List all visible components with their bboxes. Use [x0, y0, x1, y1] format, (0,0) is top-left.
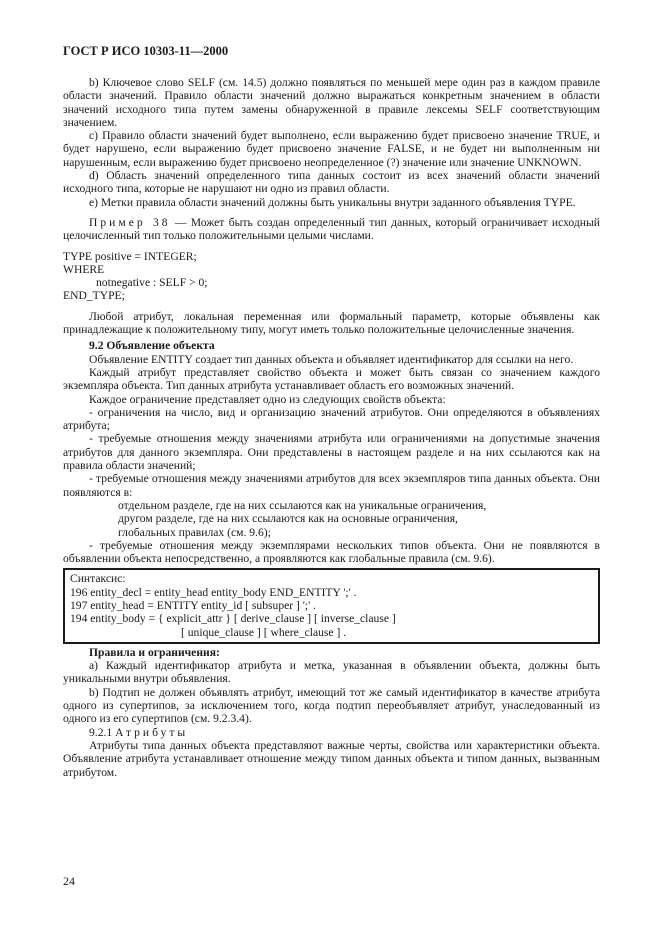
code-line: TYPE positive = INTEGER; [63, 249, 197, 263]
section-title: Атрибуты [115, 725, 189, 739]
code-line: WHERE [63, 262, 105, 276]
example-label: Пример 38 [89, 215, 171, 229]
paragraph-b-self: b) Ключевое слово SELF (см. 14.5) должно появляться по меньшей мере один раз в каждом правиле области значений. Правило области значений должно выражаться конкретным значением в области значений исходного типа путем замены обнаруженной в правиле лексемы SELF соответствующим значением. [63, 76, 600, 129]
rule-b: b) Подтип не должен объявлять атрибут, имеющий тот же самый идентификатор в качестве атрибута одного из супертипов, за исключением того, когда подтип переобъявляет атрибут, унаследованный из одного из его супертипов (см. 9.2.3.4). [63, 685, 600, 726]
constraint-item: - требуемые отношения между значениями атрибута или ограничениями на допустимые значения атрибутов для данного экземпляра. Они представлены в настоящем разделе и на них ссылаются как на правила области значений; [63, 432, 600, 473]
constraint-subitem: другом разделе, где на них ссылаются как на основные ограничения, [118, 512, 458, 526]
section-9-2-p1: Объявление ENTITY создает тип данных объекта и объявляет идентификатор для ссылки на него. [89, 352, 574, 366]
section-9-2-1-text: Атрибуты типа данных объекта представляют важные черты, свойства или характеристики объекта. Объявление атрибута устанавливает отношение между типом данных объекта и типом данных, вызванным атрибутом. [63, 738, 600, 779]
constraint-item: - ограничения на число, вид и организацию значений атрибутов. Они определяются в объявлениях атрибута; [63, 405, 600, 433]
page-body [63, 76, 600, 779]
code-line: END_TYPE; [63, 289, 125, 303]
constraint-item: - требуемые отношения между экземплярами нескольких типов объекта. Они не появляются в объявлении объекта непосредственно, а проявляются как глобальные правила (см. 9.6). [63, 538, 600, 566]
syntax-rule-197: 197 entity_head = ENTITY entity_id [ subsuper ] ';' . [70, 598, 316, 612]
example-38 [63, 216, 600, 243]
section-9-2-heading: 9.2 Объявление объекта [89, 339, 215, 353]
syntax-rule-194: 194 entity_body = { explicit_attr } [ derive_clause ] [ inverse_clause ] [70, 612, 396, 626]
code-example [63, 250, 600, 303]
syntax-box [63, 568, 600, 643]
constraint-item: - требуемые отношения между значениями атрибутов для всех экземпляров типа данных объекта. Они появляются в: [63, 472, 600, 499]
positive-type-note: Любой атрибут, локальная переменная или формальный параметр, которые объявлены как принадлежащие к положительному типу, могут иметь только положительные целочисленные значения. [63, 309, 600, 337]
rules-heading: Правила и ограничения: [89, 645, 220, 659]
paragraph-d-domain: d) Область значений определенного типа данных состоит из всех значений области значений исходного типа, которые не нарушают ни одно из правил области. [63, 169, 600, 196]
syntax-rule-194-continued: [ unique_clause ] [ where_clause ] . [181, 625, 347, 639]
section-9-2-p3: Каждое ограничение представляет одно из следующих свойств объекта: [89, 392, 446, 406]
constraint-subitem: отдельном разделе, где на них ссылаются как на уникальные ограничения, [118, 498, 487, 512]
section-9-2-1-heading [63, 726, 600, 739]
section-number: 9.2.1 [89, 725, 116, 739]
section-9-2-p2: Каждый атрибут представляет свойство объекта и может быть связан со значением каждого экземпляра объекта. Тип данных атрибута устанавливает область его возможных значений. [63, 365, 600, 393]
code-line: notnegative : SELF > 0; [96, 276, 208, 290]
page-number: 24 [63, 874, 75, 888]
example-text: — Может быть создан определенный тип данных, который ограничивает исходный целочисленный тип только положительными целыми числами. [63, 215, 600, 243]
syntax-title: Синтаксис: [70, 572, 126, 586]
paragraph-e-labels: e) Метки правила области значений должны быть уникальны внутри заданного объявления TYPE. [89, 195, 576, 209]
syntax-rule-196: 196 entity_decl = entity_head entity_body END_ENTITY ';' . [70, 585, 357, 599]
rule-a: а) Каждый идентификатор атрибута и метка, указанная в объявлении объекта, должны быть уникальными внутри объявления. [63, 659, 600, 686]
constraint-subitem: глобальных правилах (см. 9.6); [118, 525, 271, 539]
document-header: ГОСТ Р ИСО 10303-11—2000 [63, 44, 229, 58]
paragraph-c-rule: с) Правило области значений будет выполнено, если выражению будет присвоено значение TRUE, и будет нарушено, если выражению будет присвоено значение FALSE, и не будет ни выполненным ни нарушенным, если выражению будет присвоено неопределенное (?) значение или значение UNKNOWN. [63, 129, 600, 169]
